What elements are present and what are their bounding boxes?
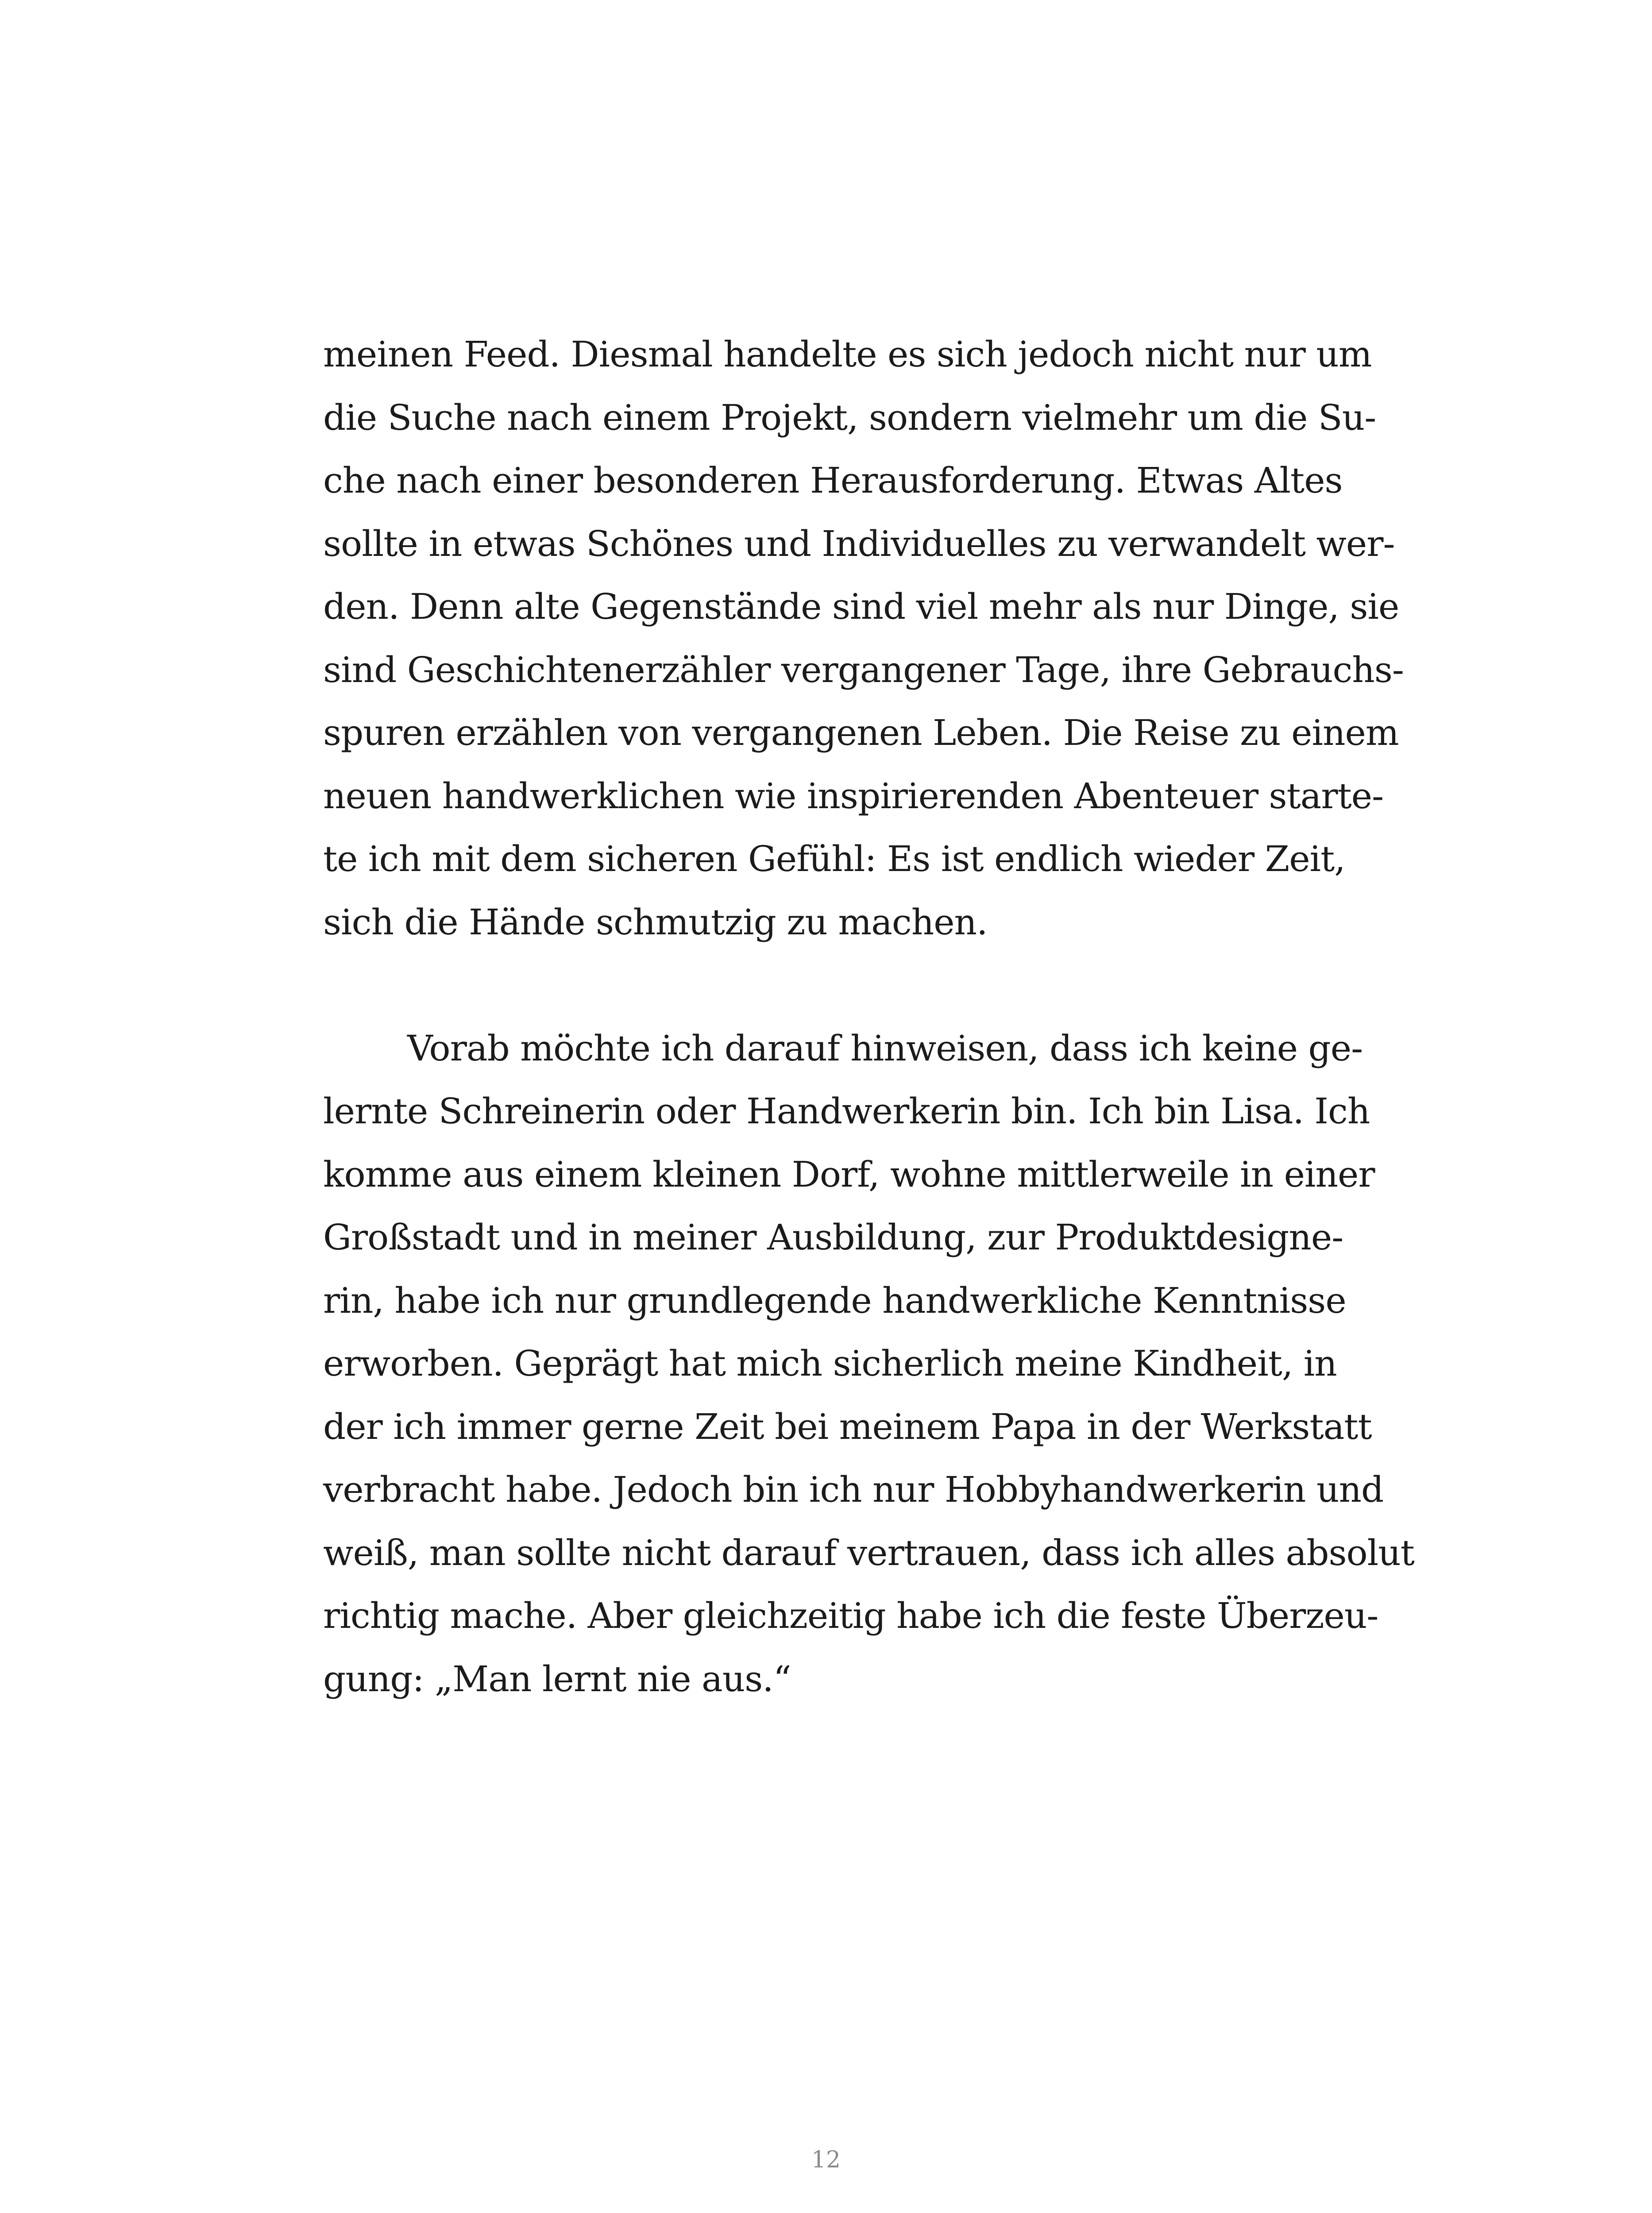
text-line: rin, habe ich nur grundlegende handwerkliche Kenntnisse bbox=[323, 1280, 1346, 1321]
text-line: meinen Feed. Diesmal handelte es sich jedoch nicht nur um bbox=[323, 334, 1372, 375]
text-line: weiß, man sollte nicht darauf vertrauen, dass ich alles absolut bbox=[323, 1532, 1414, 1573]
text-line: der ich immer gerne Zeit bei meinem Papa in der Werkstatt bbox=[323, 1406, 1372, 1447]
text-line: spuren erzählen von vergangenen Leben. Die Reise zu einem bbox=[323, 712, 1399, 753]
text-line: neuen handwerklichen wie inspirierenden Abenteuer starte- bbox=[323, 775, 1384, 817]
text-line: Großstadt und in meiner Ausbildung, zur Produktdesigne- bbox=[323, 1217, 1343, 1258]
text-line: den. Denn alte Gegenstände sind viel mehr als nur Dinge, sie bbox=[323, 586, 1399, 627]
text-line: sich die Hände schmutzig zu machen. bbox=[323, 901, 988, 943]
text-line: lernte Schreinerin oder Handwerkerin bin. Ich bin Lisa. Ich bbox=[323, 1091, 1370, 1132]
text-line: sind Geschichtenerzähler vergangener Tage, ihre Gebrauchs- bbox=[323, 649, 1404, 690]
text-line: gung: „Man lernt nie aus.“ bbox=[323, 1658, 791, 1700]
text-line: te ich mit dem sicheren Gefühl: Es ist endlich wieder Zeit, bbox=[323, 838, 1345, 879]
text-line: sollte in etwas Schönes und Individuelles zu verwandelt wer- bbox=[323, 523, 1395, 564]
paragraph-2 bbox=[323, 1017, 1414, 1711]
text-line: die Suche nach einem Projekt, sondern vielmehr um die Su- bbox=[323, 397, 1376, 438]
page-number: 12 bbox=[811, 2147, 841, 2173]
text-line: verbracht habe. Jedoch bin ich nur Hobbyhandwerkerin und bbox=[323, 1469, 1384, 1510]
text-line: Vorab möchte ich darauf hinweisen, dass ich keine ge- bbox=[407, 1027, 1363, 1069]
text-line: che nach einer besonderen Herausforderung. Etwas Altes bbox=[323, 460, 1343, 501]
body-text bbox=[323, 323, 1414, 1711]
text-line: komme aus einem kleinen Dorf, wohne mittlerweile in einer bbox=[323, 1153, 1375, 1195]
text-line: erworben. Geprägt hat mich sicherlich meine Kindheit, in bbox=[323, 1343, 1337, 1384]
paragraph-1 bbox=[323, 323, 1404, 954]
text-line: richtig mache. Aber gleichzeitig habe ich die feste Überzeu- bbox=[323, 1595, 1378, 1636]
